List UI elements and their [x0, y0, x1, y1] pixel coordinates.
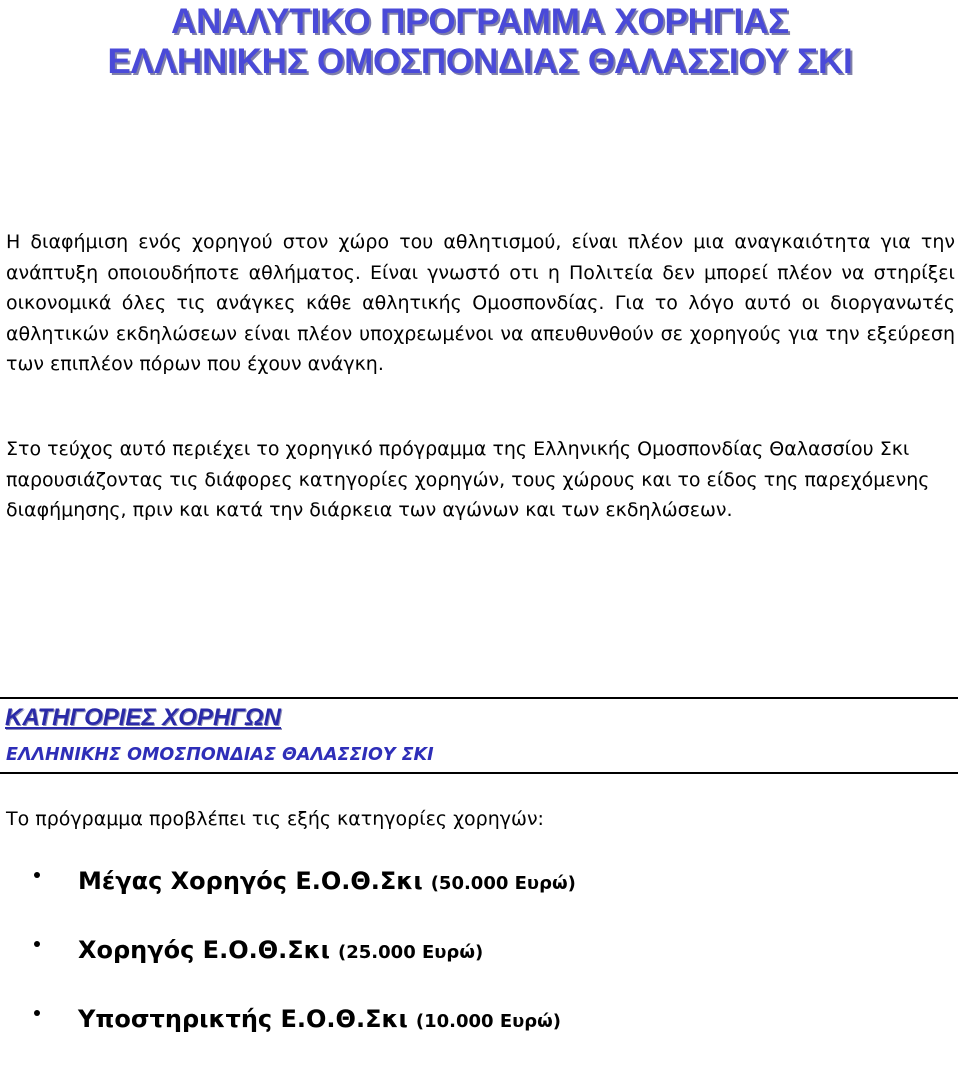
document-title-line-2: ΕΛΛΗΝΙΚΗΣ ΟΜΟΣΠΟΝΔΙΑΣ ΘΑΛΑΣΣΙΟΥ ΣΚΙ	[107, 42, 853, 81]
section-subheading: ΕΛΛΗΝΙΚΗΣ ΟΜΟΣΠΟΝΔΙΑΣ ΘΑΛΑΣΣΙΟΥ ΣΚΙ	[6, 745, 434, 765]
list-item	[0, 858, 940, 927]
categories-intro: Το πρόγραμμα προβλέπει τις εξής κατηγορίες χορηγών:	[6, 808, 544, 830]
contents-paragraph: Στο τεύχος αυτό περιέχει το χορηγικό πρόγραμμα της Ελληνικής Ομοσπονδίας Θαλασσίου Σκι παρουσιάζοντας τις διάφορες κατηγορίες χορηγών, τους χώρους και το είδος της παρεχόμενης διαφήμησης, πριν και κατά την διάρκεια των αγώνων και των εκδηλώσεων.	[6, 438, 930, 521]
sponsor-amount: (10.000 Ευρώ)	[415, 1011, 562, 1032]
bullet-icon	[34, 872, 40, 878]
sponsor-amount: (50.000 Ευρώ)	[430, 873, 576, 894]
sponsor-category	[78, 864, 576, 901]
section-divider-bottom	[0, 772, 958, 774]
intro-paragraph: Η διαφήμιση ενός χορηγού στον χώρο του αθλητισμού, είναι πλέον μια αναγκαιότητα για την ανάπτυξη οποιουδήποτε αθλήματος. Είναι γνωστό οτι η Πολιτεία δεν μπορεί πλέον να στηρίξει οικονομικά όλες τις ανάγκες κάθε αθλητικής Ομοσπονδίας. Για το λόγο αυτό οι διοργανωτές αθλητικών εκδηλώσεων είναι πλέον υποχρεωμένοι να απευθυνθούν σε χορηγούς για την εξεύρεση των επιπλέον πόρων που έχουν ανάγκη.	[6, 231, 955, 375]
sponsor-name: Υποστηρικτής Ε.Ο.Θ.Σκι	[78, 1005, 408, 1033]
bullet-icon	[34, 941, 40, 947]
sponsor-name: Χορηγός Ε.Ο.Θ.Σκι	[78, 936, 331, 964]
sponsor-category-list	[0, 858, 940, 1065]
sponsor-amount: (25.000 Ευρώ)	[338, 942, 484, 963]
list-item	[0, 927, 940, 996]
bullet-icon	[34, 1010, 40, 1016]
sponsor-name: Μέγας Χορηγός Ε.Ο.Θ.Σκι	[78, 867, 423, 895]
sponsor-category	[78, 933, 483, 970]
list-item	[0, 996, 940, 1065]
sponsor-category	[78, 1002, 561, 1039]
section-divider-top	[0, 697, 958, 699]
section-heading: ΚΑΤΗΓΟΡΙΕΣ ΧΟΡΗΓΩΝ	[5, 704, 281, 731]
document-title-line-1: ΑΝΑΛΥΤΙΚΟ ΠΡΟΓΡΑΜΜΑ ΧΟΡΗΓΙΑΣ	[171, 2, 789, 41]
